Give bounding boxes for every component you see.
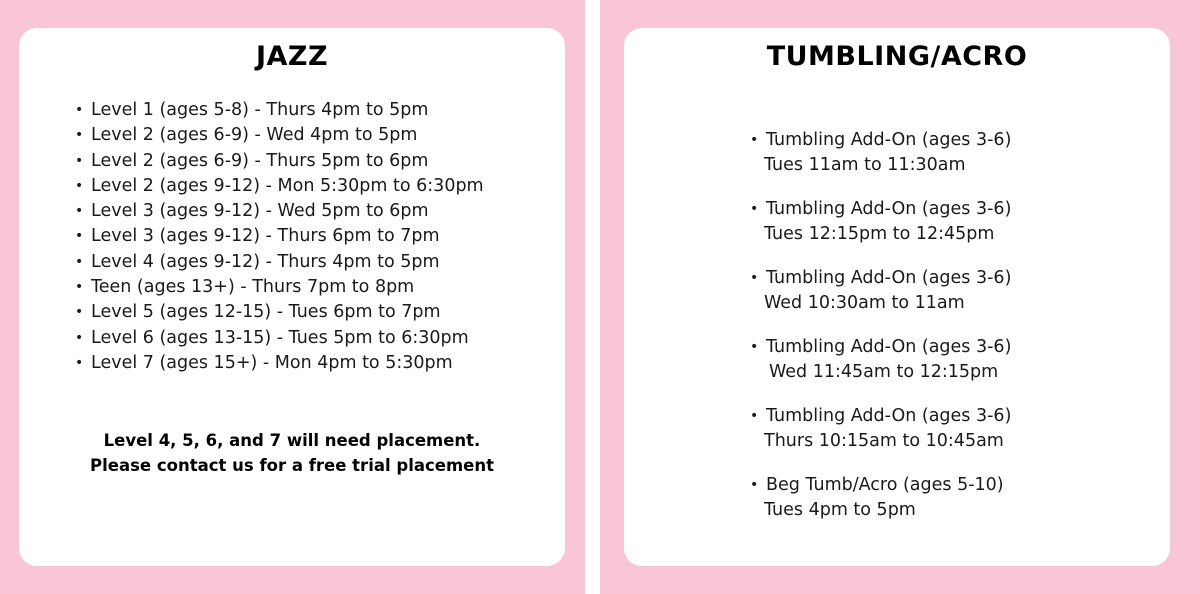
bullet-icon: •	[75, 127, 84, 144]
list-item	[750, 335, 1012, 385]
bullet-icon: •	[750, 477, 759, 493]
class-time: Tues 4pm to 5pm	[764, 500, 916, 520]
bullet-icon: •	[75, 102, 84, 118]
list-item: • Level 2 (ages 9-12) - Mon 5:30pm to 6:30pm	[91, 174, 484, 199]
tumbling-schedule-list	[750, 128, 1012, 542]
panel-divider	[585, 0, 600, 594]
list-item	[750, 404, 1012, 454]
tumbling-title: TUMBLING/ACRO	[766, 41, 1028, 72]
bullet-icon: •	[75, 304, 84, 321]
placement-note	[19, 428, 565, 478]
class-time: Tues 11am to 11:30am	[764, 155, 966, 175]
class-name: Tumbling Add-On (ages 3-6)	[766, 337, 1012, 357]
bullet-icon: •	[75, 279, 84, 296]
jazz-schedule-list	[75, 98, 484, 376]
list-item: • Level 4 (ages 9-12) - Thurs 4pm to 5pm	[91, 250, 484, 275]
list-item: • Level 3 (ages 9-12) - Thurs 6pm to 7pm	[91, 224, 484, 249]
list-item	[750, 128, 1012, 178]
bullet-icon: •	[75, 354, 84, 371]
bullet-icon: •	[750, 201, 759, 217]
class-name: Tumbling Add-On (ages 3-6)	[766, 406, 1012, 426]
bullet-icon: •	[75, 228, 84, 245]
class-name: Tumbling Add-On (ages 3-6)	[766, 130, 1012, 150]
bullet-icon: •	[750, 339, 759, 355]
bullet-icon: •	[750, 132, 759, 148]
list-item: • Level 3 (ages 9-12) - Wed 5pm to 6pm	[91, 199, 484, 224]
class-time: Wed 10:30am to 11am	[764, 293, 965, 313]
list-item	[750, 197, 1012, 247]
jazz-card	[19, 28, 565, 566]
bullet-icon: •	[75, 152, 84, 169]
class-time: Tues 12:15pm to 12:45pm	[764, 224, 995, 244]
placement-note-line1: Level 4, 5, 6, and 7 will need placement.	[103, 431, 481, 450]
class-name: Tumbling Add-On (ages 3-6)	[766, 199, 1012, 219]
list-item: • Level 1 (ages 5-8) - Thurs 4pm to 5pm	[91, 98, 484, 123]
bullet-icon: •	[750, 408, 759, 424]
class-name: Tumbling Add-On (ages 3-6)	[766, 268, 1012, 288]
bullet-icon: •	[75, 203, 84, 220]
bullet-icon: •	[75, 177, 84, 194]
bullet-icon: •	[75, 329, 84, 346]
list-item: • Level 2 (ages 6-9) - Wed 4pm to 5pm	[91, 123, 484, 148]
bullet-icon: •	[750, 270, 759, 286]
tumbling-card	[624, 28, 1170, 566]
list-item: • Level 6 (ages 13-15) - Tues 5pm to 6:30pm	[91, 326, 484, 351]
placement-note-line2: Please contact us for a free trial placement	[90, 456, 494, 475]
list-item: • Level 2 (ages 6-9) - Thurs 5pm to 6pm	[91, 149, 484, 174]
list-item	[750, 266, 1012, 316]
class-time: Thurs 10:15am to 10:45am	[764, 431, 1004, 451]
list-item: • Level 7 (ages 15+) - Mon 4pm to 5:30pm	[91, 351, 484, 376]
class-name: Beg Tumb/Acro (ages 5-10)	[766, 475, 1004, 495]
list-item: • Level 5 (ages 12-15) - Tues 6pm to 7pm	[91, 300, 484, 325]
bullet-icon: •	[75, 253, 84, 270]
class-time: Wed 11:45am to 12:15pm	[769, 362, 999, 382]
jazz-title: JAZZ	[255, 41, 329, 72]
list-item	[750, 473, 1011, 523]
list-item: • Teen (ages 13+) - Thurs 7pm to 8pm	[91, 275, 484, 300]
